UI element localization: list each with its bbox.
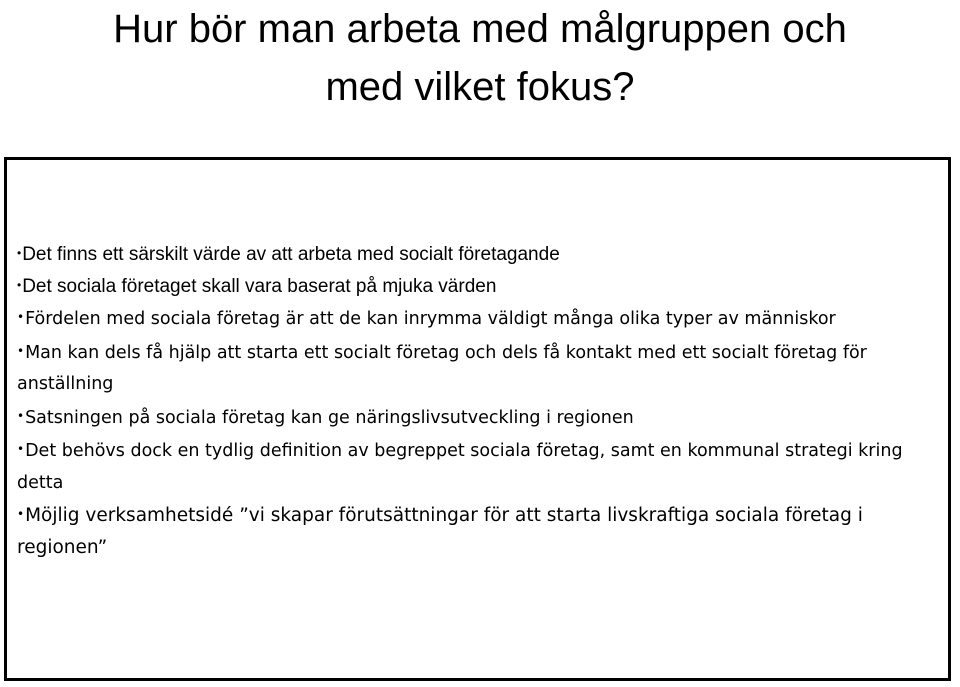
bullet-icon: • bbox=[17, 310, 25, 324]
slide-title-line-1: Hur bör man arbeta med målgruppen och bbox=[113, 7, 847, 51]
bullet-item bbox=[17, 302, 942, 336]
content-box bbox=[4, 157, 951, 681]
bullet-text: Satsningen på sociala företag kan ge näringslivsutveckling i regionen bbox=[25, 407, 634, 428]
slide-title bbox=[0, 0, 960, 116]
bullet-item bbox=[17, 238, 942, 270]
bullet-text: Det behövs dock en tydlig definition av begreppet sociala företag, samt en kommunal strategi kring detta bbox=[17, 441, 903, 493]
bullet-icon: • bbox=[17, 246, 22, 260]
slide-title-line-2: med vilket fokus? bbox=[325, 65, 635, 109]
bullet-item bbox=[17, 434, 942, 499]
bullet-text: Det sociala företaget skall vara baserat på mjuka värden bbox=[22, 276, 497, 297]
bullet-item bbox=[17, 270, 942, 302]
bullet-text: Möjlig verksamhetsidé ”vi skapar förutsättningar för att starta livskraftiga sociala företag i regionen” bbox=[17, 505, 863, 558]
bullet-text: Man kan dels få hjälp att starta ett socialt företag och dels få kontakt med ett socialt företag för anställning bbox=[17, 342, 867, 394]
bullet-icon: • bbox=[17, 442, 25, 456]
bullet-icon: • bbox=[17, 408, 25, 423]
bullet-text: Det finns ett särskilt värde av att arbeta med socialt företagande bbox=[22, 244, 560, 265]
bullet-icon: • bbox=[17, 343, 25, 358]
bullet-icon: • bbox=[17, 278, 22, 292]
bullet-text: Fördelen med sociala företag är att de kan inrymma väldigt många olika typer av människor bbox=[25, 309, 836, 329]
bullet-item bbox=[17, 401, 942, 435]
bullet-item bbox=[17, 499, 942, 563]
bullet-list bbox=[17, 238, 942, 563]
bullet-icon: • bbox=[17, 507, 25, 521]
bullet-item bbox=[17, 336, 942, 401]
